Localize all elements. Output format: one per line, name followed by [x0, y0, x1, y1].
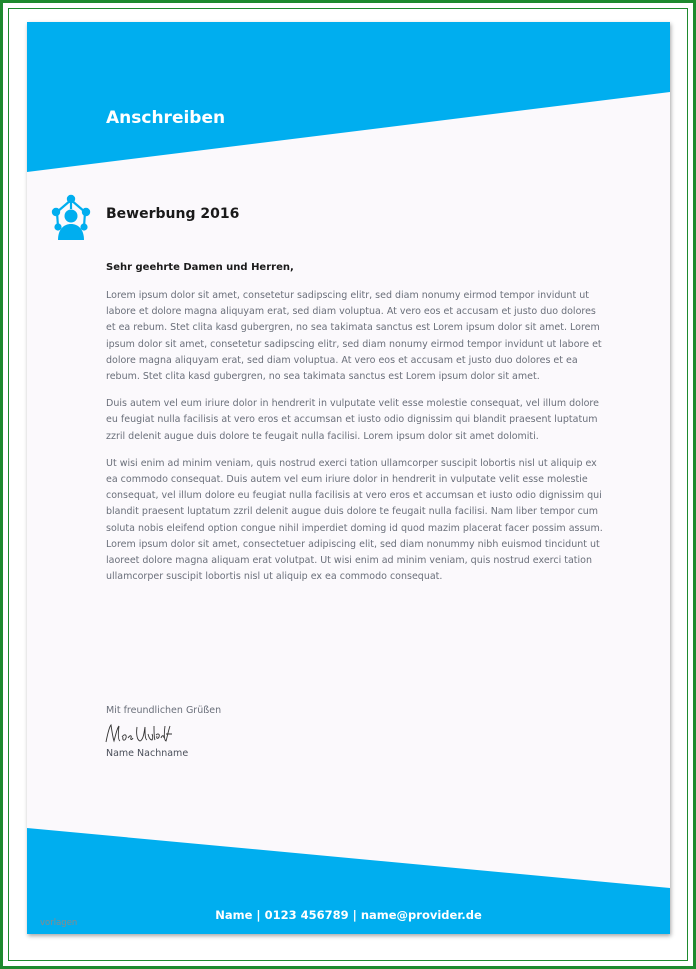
body-paragraph-3: Ut wisi enim ad minim veniam, quis nostrud exerci tation ullamcorper suscipit lobortis nisl ut aliquip ex ea commodo consequat. Duis autem vel eum iriure dolor in hendrerit in vulputate velit esse molestie consequat, vel illum dolore eu feugiat nulla facilisis at vero eros et accumsan et iusto odio dignissim qui blandit praesent luptatum zzril delenit augue duis dolore te feugait nulla facilisi. Nam liber tempor cum soluta nobis eleifend option congue nihil imperdiet doming id quod mazim placerat facer possim assum. Lorem ipsum dolor sit amet, consectetuer adipiscing elit, sed diam nonummy nibh euismod tincidunt ut laoreet dolore magna aliquam erat volutpat. Ut wisi enim ad minim veniam, quis nostrud exerci tation ullamcorper suscipit lobortis nisl ut aliquip ex ea commodo consequat. — [106, 457, 603, 583]
letter-page — [27, 22, 670, 934]
closing-line: Mit freundlichen Grüßen — [106, 705, 222, 716]
handwritten-signature — [104, 722, 174, 746]
letter-subject: Bewerbung 2016 — [106, 206, 240, 222]
watermark-text: vorlagen — [40, 918, 78, 928]
signer-name: Name Nachname — [106, 748, 189, 759]
salutation: Sehr geehrte Damen und Herren, — [106, 262, 294, 273]
people-network-icon — [51, 194, 91, 240]
header-title: Anschreiben — [106, 108, 226, 128]
letter-body — [106, 288, 606, 596]
body-paragraph-1: Lorem ipsum dolor sit amet, consetetur sadipscing elitr, sed diam nonumy eirmod tempor invidunt ut labore et dolore magna aliquyam erat, sed diam voluptua. At vero eos et accusam et justo duo dolores et ea rebum. Stet clita kasd gubergren, no sea takimata sanctus est Lorem ipsum dolor sit amet. Lorem ipsum dolor sit amet, consetetur sadipscing elitr, sed diam nonumy eirmod tempor invidunt ut labore et dolore magna aliquyam erat, sed diam voluptua. At vero eos et accusam et justo duo dolores et ea rebum. Stet clita kasd gubergren, no sea takimata sanctus est Lorem ipsum dolor sit amet. — [106, 290, 602, 383]
header-band — [27, 22, 670, 172]
footer-contact: Name | 0123 456789 | name@provider.de — [215, 908, 482, 922]
body-paragraph-2: Duis autem vel eum iriure dolor in hendrerit in vulputate velit esse molestie consequat, vel illum dolore eu feugiat nulla facilisis at vero eros et accumsan et iusto odio dignissim qui blandit praesent luptatum zzril delenit augue duis dolore te feugait nulla facilisi. Lorem ipsum dolor sit amet dolomiti. — [106, 398, 599, 442]
